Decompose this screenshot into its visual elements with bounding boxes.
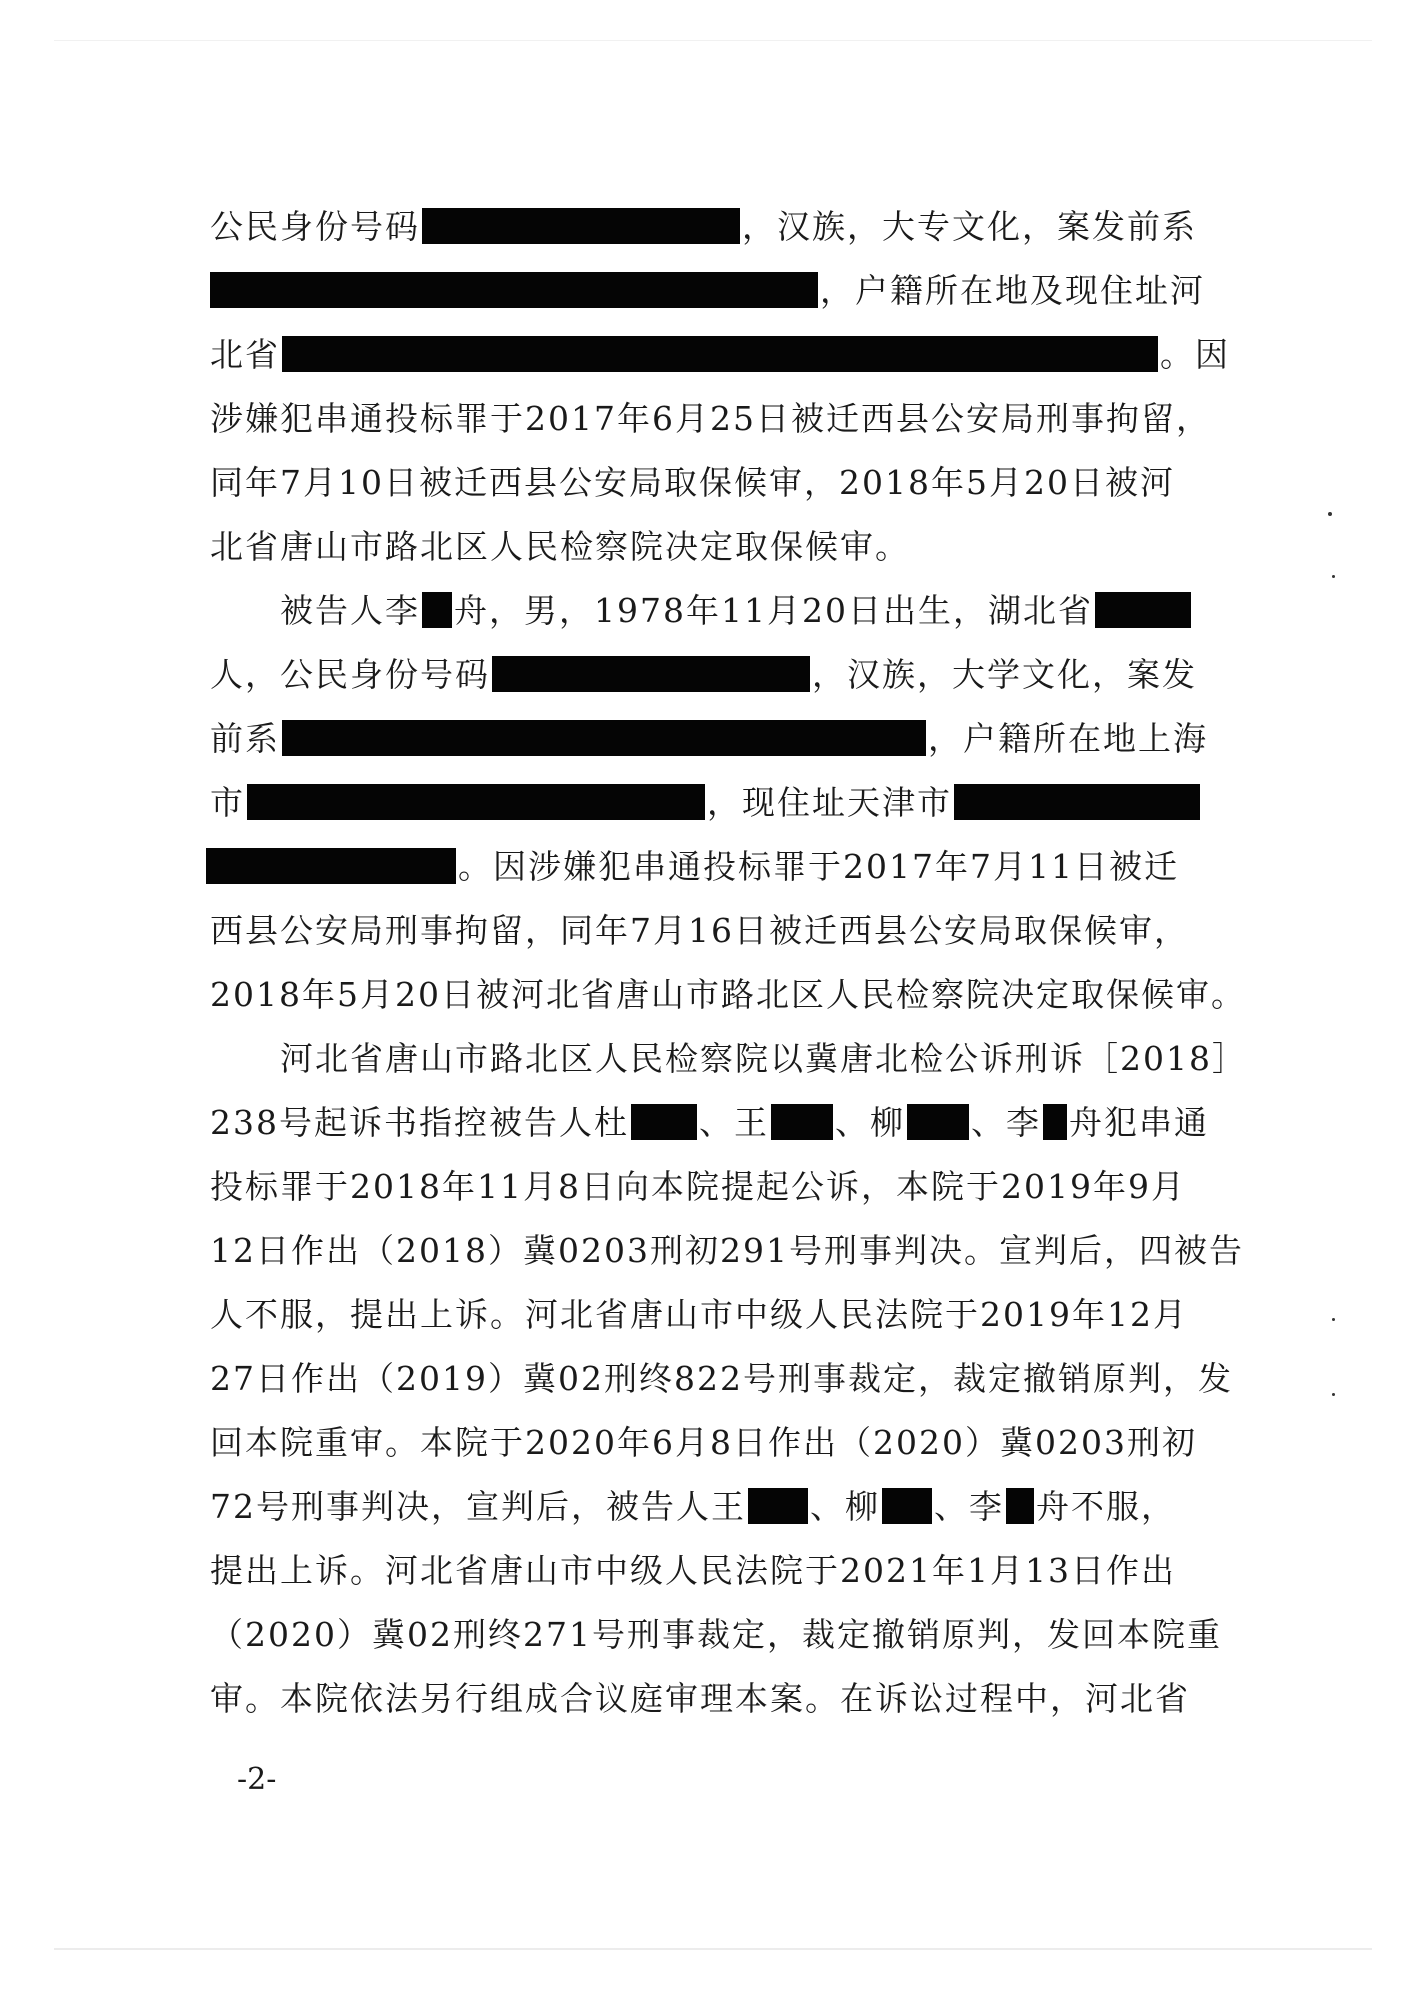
text-segment: 、李 xyxy=(934,1487,1004,1526)
text-line xyxy=(280,579,1193,643)
text-segment: 舟犯串通 xyxy=(1069,1103,1209,1142)
text-line xyxy=(210,899,1189,963)
scan-speck xyxy=(1332,1393,1335,1396)
text-line xyxy=(210,1219,1244,1283)
text-segment: 舟，男，1978年11月20日出生，湖北省 xyxy=(454,591,1093,630)
scan-speck xyxy=(1328,512,1332,516)
text-line xyxy=(210,643,1197,707)
text-segment: ，汉族，大学文化，案发 xyxy=(812,655,1197,694)
text-segment: 、柳 xyxy=(835,1103,905,1142)
top-border-line xyxy=(54,40,1372,41)
text-segment: 西县公安局刑事拘留，同年7月16日被迁西县公安局取保候审， xyxy=(210,911,1189,950)
text-line xyxy=(210,1667,1190,1731)
text-segment: ，汉族，大专文化，案发前系 xyxy=(742,207,1197,246)
text-line xyxy=(210,515,910,579)
bottom-border-line xyxy=(54,1948,1372,1950)
redaction-block xyxy=(748,1488,808,1524)
text-segment: 27日作出（2019）冀02刑终822号刑事裁定，裁定撤销原判，发 xyxy=(210,1359,1233,1398)
text-segment: 。因涉嫌犯串通投标罪于2017年7月11日被迁 xyxy=(458,847,1179,886)
text-segment: 、李 xyxy=(971,1103,1041,1142)
text-line xyxy=(206,835,1179,899)
text-line xyxy=(210,259,1205,323)
text-line xyxy=(210,1539,1176,1603)
text-segment: 审。本院依法另行组成合议庭审理本案。在诉讼过程中，河北省 xyxy=(210,1679,1190,1718)
text-segment: 河北省唐山市路北区人民检察院以冀唐北检公诉刑诉［2018］ xyxy=(280,1039,1247,1078)
text-segment: 市 xyxy=(210,783,245,822)
redaction-block xyxy=(210,272,818,308)
text-line xyxy=(210,1155,1186,1219)
text-segment: 北省 xyxy=(210,335,280,374)
redaction-block xyxy=(771,1104,833,1140)
scan-speck xyxy=(1332,1318,1335,1321)
redaction-block xyxy=(247,784,705,820)
text-segment: 涉嫌犯串通投标罪于2017年6月25日被迁西县公安局刑事拘留， xyxy=(210,399,1211,438)
text-segment: 。因 xyxy=(1160,335,1230,374)
text-line xyxy=(210,1411,1197,1475)
text-segment: 、王 xyxy=(699,1103,769,1142)
text-segment: 人，公民身份号码 xyxy=(210,655,490,694)
text-line xyxy=(210,323,1230,387)
redaction-block xyxy=(907,1104,969,1140)
redaction-block xyxy=(206,848,456,884)
redaction-block xyxy=(492,656,810,692)
text-segment: 72号刑事判决，宣判后，被告人王 xyxy=(210,1487,746,1526)
redaction-block xyxy=(631,1104,697,1140)
text-line xyxy=(210,1475,1176,1539)
page-number: -2- xyxy=(237,1762,277,1797)
text-segment: 、柳 xyxy=(810,1487,880,1526)
text-segment: 12日作出（2018）冀0203刑初291号刑事判决。宣判后，四被告 xyxy=(210,1231,1244,1270)
text-line xyxy=(210,771,1202,835)
text-segment: 同年7月10日被迁西县公安局取保候审，2018年5月20日被河 xyxy=(210,463,1175,502)
text-line xyxy=(210,451,1175,515)
text-segment: ，户籍所在地及现住址河 xyxy=(820,271,1205,310)
text-segment: 回本院重审。本院于2020年6月8日作出（2020）冀0203刑初 xyxy=(210,1423,1197,1462)
text-line xyxy=(210,1283,1188,1347)
text-line xyxy=(210,963,1246,1027)
text-segment: （2020）冀02刑终271号刑事裁定，裁定撤销原判，发回本院重 xyxy=(210,1615,1222,1654)
redaction-block xyxy=(1043,1104,1067,1140)
redaction-block xyxy=(422,208,740,244)
text-segment: 人不服，提出上诉。河北省唐山市中级人民法院于2019年12月 xyxy=(210,1295,1188,1334)
scan-speck xyxy=(1332,575,1335,578)
text-line xyxy=(210,195,1197,259)
redaction-block xyxy=(954,784,1200,820)
text-line xyxy=(280,1027,1247,1091)
text-segment: 北省唐山市路北区人民检察院决定取保候审。 xyxy=(210,527,910,566)
redaction-block xyxy=(882,1488,932,1524)
text-line xyxy=(210,387,1211,451)
text-line xyxy=(210,1091,1209,1155)
text-line xyxy=(210,707,1208,771)
text-segment: 舟不服， xyxy=(1036,1487,1176,1526)
text-segment: 公民身份号码 xyxy=(210,207,420,246)
text-line xyxy=(210,1347,1233,1411)
redaction-block xyxy=(422,592,452,628)
text-segment: 提出上诉。河北省唐山市中级人民法院于2021年1月13日作出 xyxy=(210,1551,1176,1590)
text-segment: 238号起诉书指控被告人杜 xyxy=(210,1103,629,1142)
redaction-block xyxy=(282,720,926,756)
text-segment: ，现住址天津市 xyxy=(707,783,952,822)
redaction-block xyxy=(1006,1488,1034,1524)
text-line xyxy=(210,1603,1222,1667)
text-segment: 被告人李 xyxy=(280,591,420,630)
text-segment: 前系 xyxy=(210,719,280,758)
text-segment: ，户籍所在地上海 xyxy=(928,719,1208,758)
text-segment: 投标罪于2018年11月8日向本院提起公诉，本院于2019年9月 xyxy=(210,1167,1186,1206)
redaction-block xyxy=(282,336,1158,372)
redaction-block xyxy=(1095,592,1191,628)
text-segment: 2018年5月20日被河北省唐山市路北区人民检察院决定取保候审。 xyxy=(210,975,1246,1014)
